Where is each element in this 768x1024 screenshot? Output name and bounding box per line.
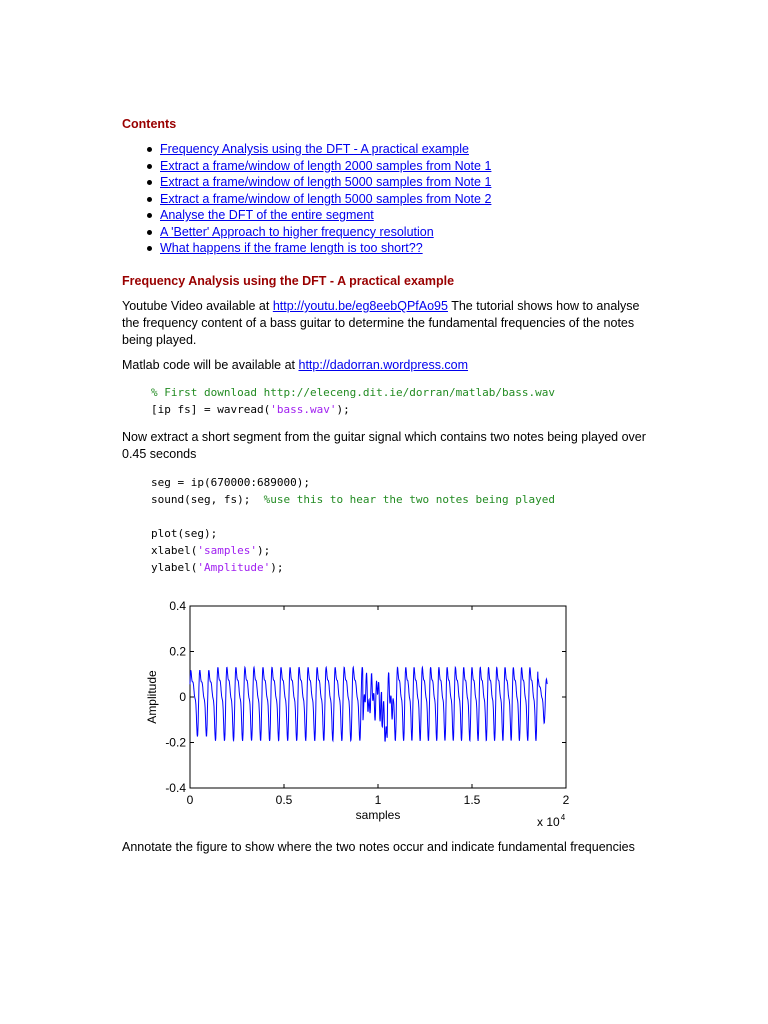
code-string: 'Amplitude' [197, 561, 271, 574]
list-item [122, 191, 491, 208]
toc-link-dft-entire-segment[interactable]: Analyse the DFT of the entire segment [160, 208, 374, 222]
code-text: seg = ip(670000:689000); [151, 476, 310, 489]
code-string: 'bass.wav' [270, 403, 337, 416]
intro-text-before: Youtube Video available at [122, 299, 273, 313]
code-text: sound(seg, fs); [151, 493, 264, 506]
toc-link-frame-5000-note1[interactable]: Extract a frame/window of length 5000 samples from Note 1 [160, 175, 492, 189]
y-tick-label: -0.4 [165, 781, 186, 795]
x-tick-label: 2 [562, 793, 570, 807]
plot-axes-box [190, 606, 566, 788]
code-comment: % First download http://eleceng.dit.ie/dorran/matlab/bass.wav [151, 386, 555, 399]
matlab-paragraph [122, 357, 652, 374]
matlab-text-before: Matlab code will be available at [122, 358, 299, 372]
list-item [122, 174, 491, 191]
list-item [122, 224, 491, 241]
code-string: 'samples' [197, 544, 257, 557]
contents-list [122, 141, 491, 257]
amplitude-plot [130, 592, 590, 837]
x-tick-label: 0 [186, 793, 194, 807]
code-block-plot [151, 474, 555, 576]
x-axis-label: samples [355, 808, 401, 822]
code-comment: %use this to hear the two notes being played [263, 493, 555, 506]
y-tick-label: 0.2 [169, 644, 186, 659]
code-text: ylabel( [151, 561, 198, 574]
y-axis-label: Amplitude [145, 670, 159, 724]
y-tick-label: 0.4 [169, 599, 186, 613]
code-text: ); [256, 544, 271, 557]
x-multiplier-label: x $10^4$ [537, 813, 566, 829]
section-heading: Frequency Analysis using the DFT - A practical example [122, 274, 455, 288]
contents-heading: Contents [122, 117, 177, 131]
list-item [122, 158, 491, 175]
list-item [122, 207, 491, 224]
intro-text-after: The tutorial shows how to analyse the frequency content of a bass guitar to determine the fundamental frequencies of the notes being played. [122, 299, 640, 347]
signal-line [190, 667, 547, 741]
code-text: plot(seg); [151, 527, 218, 540]
code-text: ); [336, 403, 350, 416]
toc-link-frame-too-short[interactable]: What happens if the frame length is too short?? [160, 241, 423, 255]
x-tick-label: 1.5 [463, 793, 481, 807]
toc-link-better-approach[interactable]: A 'Better' Approach to higher frequency resolution [160, 224, 434, 239]
x-tick-label: 0.5 [275, 793, 293, 807]
annotate-paragraph: Annotate the figure to show where the two notes occur and indicate fundamental frequencies [122, 840, 635, 854]
code-text: ); [270, 561, 284, 574]
intro-paragraph [122, 298, 652, 349]
toc-link-practical-example[interactable]: Frequency Analysis using the DFT - A practical example [160, 142, 469, 156]
list-item [122, 141, 491, 158]
extract-paragraph: Now extract a short segment from the guitar signal which contains two notes being played over 0.45 seconds [122, 430, 646, 461]
code-text: xlabel( [151, 544, 198, 557]
y-tick-label: -0.2 [165, 735, 186, 750]
code-text: [ip fs] = wavread( [151, 403, 271, 416]
toc-link-frame-5000-note2[interactable]: Extract a frame/window of length 5000 samples from Note 2 [160, 191, 492, 206]
youtube-link[interactable]: http://youtu.be/eg8eebQPfAo95 [272, 299, 448, 313]
wordpress-link[interactable]: http://dadorran.wordpress.com [298, 358, 469, 372]
y-tick-label: 0 [179, 690, 186, 704]
toc-link-frame-2000-note1[interactable]: Extract a frame/window of length 2000 samples from Note 1 [160, 158, 492, 173]
x-tick-label: 1 [374, 793, 382, 807]
list-item [122, 240, 491, 257]
code-block-download [151, 384, 555, 418]
